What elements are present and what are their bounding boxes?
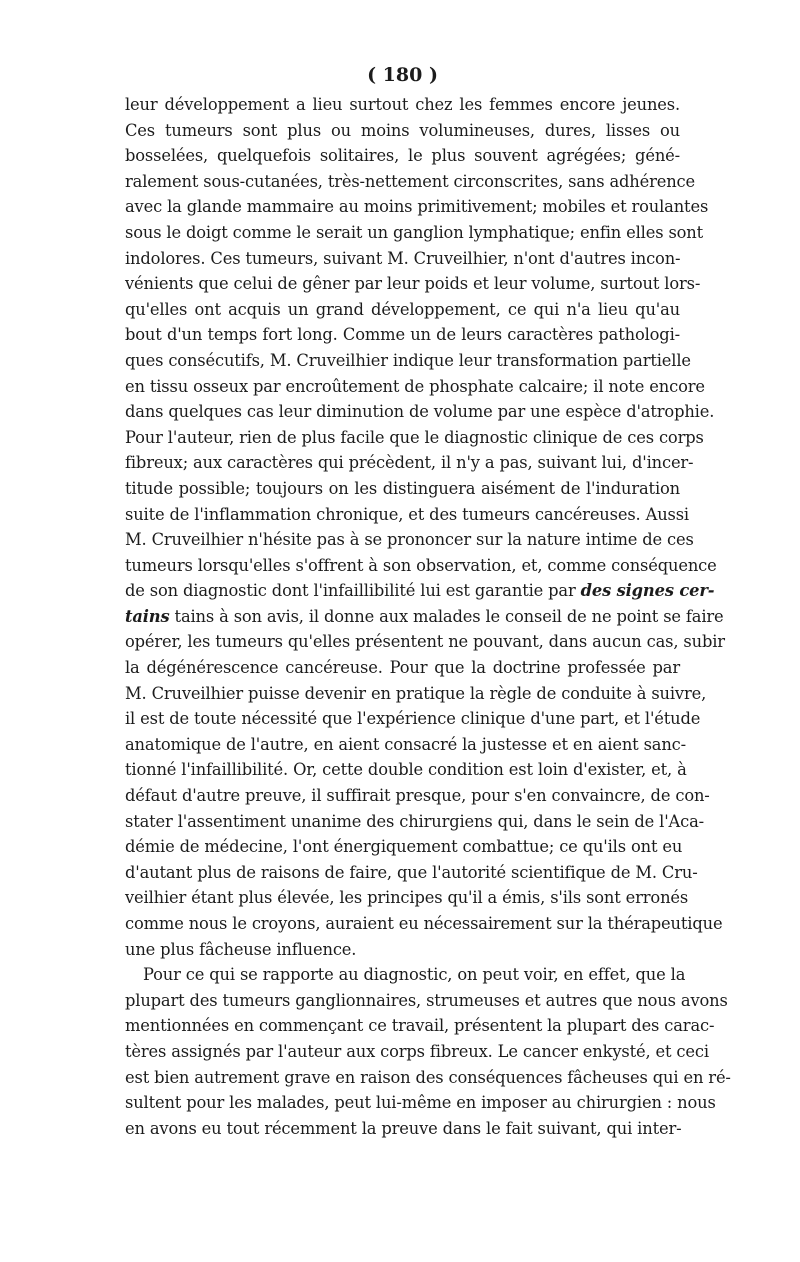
page-number: ( 180 ) — [367, 64, 438, 86]
text-line: vénients que celui de gêner par leur poids et leur volume, surtout lors- — [125, 274, 701, 294]
text-line: comme nous le croyons, auraient eu nécessairement sur la thérapeutique — [125, 914, 723, 933]
text-line: M. Cruveilhier n'hésite pas à se prononcer sur la nature intime de ces — [125, 530, 694, 550]
text-line: opérer, les tumeurs qu'elles présentent ne pouvant, dans aucun cas, subir — [125, 632, 725, 652]
text-line: qu'elles ont acquis un grand développement, ce qui n'a lieu qu'au — [125, 299, 680, 319]
text-line: en tissu osseux par encroûtement de phosphate calcaire; il note encore — [125, 376, 705, 396]
text-line: dans quelques cas leur diminution de volume par une espèce d'atrophie. — [125, 402, 715, 422]
text-line: en avons eu tout récemment la preuve dans le fait suivant, qui inter- — [125, 1118, 682, 1138]
text-line: leur développement a lieu surtout chez les femmes encore jeunes. — [125, 95, 680, 114]
text-line: anatomique de l'autre, en aient consacré la justesse et en aient sanc- — [125, 734, 687, 754]
paragraph-start-line: Pour ce qui se rapporte au diagnostic, on peut voir, en effet, que la — [143, 965, 686, 985]
text-line: sultent pour les malades, peut lui-même en imposer au chirurgien : nous — [125, 1093, 716, 1113]
text-line: indolores. Ces tumeurs, suivant M. Cruveilhier, n'ont d'autres incon- — [125, 248, 681, 268]
text-line: M. Cruveilhier puisse devenir en pratique la règle de conduite à suivre, — [125, 683, 707, 703]
text-line: défaut d'autre preuve, il suffirait presque, pour s'en convaincre, de con- — [125, 786, 710, 806]
text-line: tères assignés par l'auteur aux corps fibreux. Le cancer enkysté, et ceci — [125, 1041, 709, 1061]
text-segment: tains à son avis, il donne aux malades le conseil de ne point se faire — [174, 606, 724, 626]
text-line: la dégénérescence cancéreuse. Pour que la doctrine professée par — [125, 658, 680, 678]
text-line: tumeurs lorsqu'elles s'offrent à son observation, et, comme conséquence — [125, 555, 717, 575]
document-page — [125, 60, 731, 1141]
paragraph-end-line: une plus fâcheuse influence. — [125, 939, 357, 959]
text-line: fibreux; aux caractères qui précèdent, il n'y a pas, suivant lui, d'incer- — [125, 453, 694, 473]
text-line: bout d'un temps fort long. Comme un de leurs caractères pathologi- — [125, 325, 680, 345]
text-line: veilhier étant plus élevée, les principes qu'il a émis, s'ils sont erronés — [125, 888, 689, 908]
text-line: stater l'assentiment unanime des chirurgiens qui, dans le sein de l'Aca- — [125, 811, 705, 831]
text-line: suite de l'inflammation chronique, et des tumeurs cancéreuses. Aussi — [125, 504, 689, 524]
emphasized-text: des signes cer- — [580, 581, 715, 601]
text-line: ralement sous-cutanées, très-nettement circonscrites, sans adhérence — [125, 171, 696, 191]
text-line: mentionnées en commençant ce travail, présentent la plupart des carac- — [125, 1016, 715, 1036]
text-line: ques consécutifs, M. Cruveilhier indique leur transformation partielle — [125, 350, 691, 370]
text-line: sous le doigt comme le serait un ganglion lymphatique; enfin elles sont — [125, 222, 704, 242]
text-line-with-emphasis — [125, 604, 724, 630]
text-line-with-emphasis — [125, 578, 715, 604]
emphasized-text: tains — [125, 606, 170, 626]
text-line: il est de toute nécessité que l'expérience clinique d'une part, et l'étude — [125, 709, 701, 729]
text-line: tionné l'infaillibilité. Or, cette double condition est loin d'exister, et, à — [125, 760, 687, 780]
text-line: bosselées, quelquefois solitaires, le plus souvent agrégées; géné- — [125, 146, 680, 166]
text-line: démie de médecine, l'ont énergiquement combattue; ce qu'ils ont eu — [125, 837, 683, 857]
text-line: avec la glande mammaire au moins primitivement; mobiles et roulantes — [125, 197, 709, 217]
text-line: titude possible; toujours on les distinguera aisément de l'induration — [125, 478, 680, 498]
text-line: Ces tumeurs sont plus ou moins volumineuses, dures, lisses ou — [125, 120, 680, 140]
text-segment: de son diagnostic dont l'infaillibilité lui est garantie par — [125, 581, 576, 601]
text-line: d'autant plus de raisons de faire, que l'autorité scientifique de M. Cru- — [125, 862, 698, 882]
text-line: est bien autrement grave en raison des conséquences fâcheuses qui en ré- — [125, 1067, 731, 1087]
text-line: plupart des tumeurs ganglionnaires, strumeuses et autres que nous avons — [125, 990, 728, 1010]
text-line: Pour l'auteur, rien de plus facile que le diagnostic clinique de ces corps — [125, 427, 704, 447]
